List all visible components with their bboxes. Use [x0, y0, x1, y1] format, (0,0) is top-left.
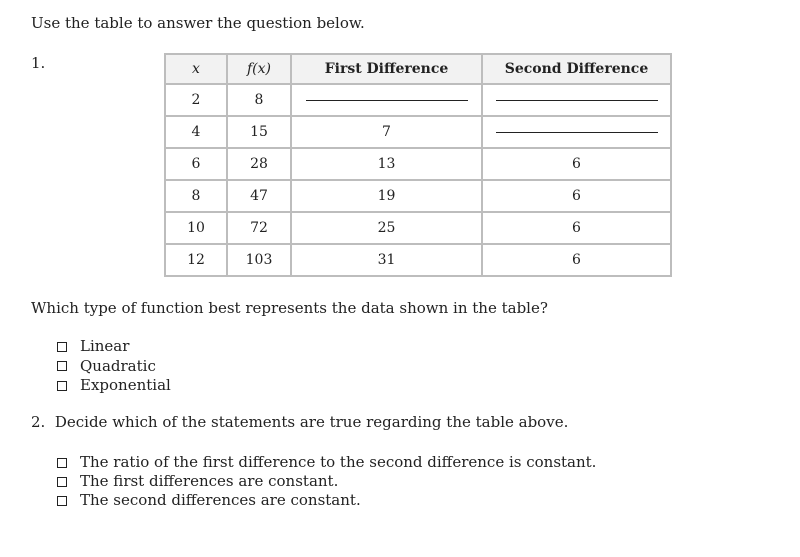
- checkbox-icon[interactable]: [57, 361, 67, 371]
- cell-first-difference: 19: [291, 180, 482, 212]
- cell-fx: 28: [227, 148, 291, 180]
- cell-fx: 47: [227, 180, 291, 212]
- table-row: [165, 116, 671, 148]
- question-1-options: [57, 337, 171, 396]
- option-label: Quadratic: [80, 356, 156, 375]
- checkbox-icon[interactable]: [57, 496, 67, 506]
- cell-x: 4: [165, 116, 227, 148]
- checkbox-icon[interactable]: [57, 477, 67, 487]
- cell-fx: 72: [227, 212, 291, 244]
- cell-second-difference: 6: [482, 244, 671, 276]
- cell-x: 10: [165, 212, 227, 244]
- header-second-difference: Second Difference: [482, 54, 671, 84]
- option-exponential[interactable]: [57, 376, 171, 396]
- cell-x: 8: [165, 180, 227, 212]
- table-row: [165, 84, 671, 116]
- option-second-differences-constant[interactable]: [57, 491, 596, 510]
- cell-second-difference: 6: [482, 180, 671, 212]
- cell-second-difference-blank: [482, 84, 671, 116]
- question-1-prompt: Which type of function best represents the data shown in the table?: [31, 299, 548, 317]
- header-x: x: [165, 54, 227, 84]
- cell-fx: 15: [227, 116, 291, 148]
- option-ratio-constant[interactable]: [57, 453, 596, 472]
- cell-first-difference: 7: [291, 116, 482, 148]
- option-label: The ratio of the first difference to the second difference is constant.: [80, 453, 597, 471]
- cell-fx: 103: [227, 244, 291, 276]
- question-1-number: 1.: [31, 54, 46, 72]
- checkbox-icon[interactable]: [57, 342, 67, 352]
- option-linear[interactable]: [57, 337, 171, 357]
- cell-second-difference: 6: [482, 148, 671, 180]
- question-2-options: [57, 453, 596, 510]
- option-label: Exponential: [80, 376, 171, 394]
- table-row: [165, 244, 671, 276]
- option-first-differences-constant[interactable]: [57, 472, 596, 491]
- cell-second-difference-blank: [482, 116, 671, 148]
- cell-first-difference-blank: [291, 84, 482, 116]
- cell-x: 2: [165, 84, 227, 116]
- cell-first-difference: 31: [291, 244, 482, 276]
- cell-second-difference: 6: [482, 212, 671, 244]
- table-header-row: [165, 54, 671, 84]
- answer-blank-line: [496, 132, 658, 133]
- question-2-prompt: 2. Decide which of the statements are true regarding the table above.: [31, 413, 569, 431]
- header-first-difference: First Difference: [291, 54, 482, 84]
- option-quadratic[interactable]: [57, 357, 171, 377]
- table-row: [165, 212, 671, 244]
- option-label: The first differences are constant.: [80, 472, 339, 490]
- table-row: [165, 148, 671, 180]
- checkbox-icon[interactable]: [57, 458, 67, 468]
- header-fx: f(x): [227, 54, 291, 84]
- cell-x: 12: [165, 244, 227, 276]
- table-row: [165, 180, 671, 212]
- cell-first-difference: 13: [291, 148, 482, 180]
- checkbox-icon[interactable]: [57, 381, 67, 391]
- differences-table: [164, 53, 672, 277]
- answer-blank-line: [306, 100, 468, 101]
- answer-blank-line: [496, 100, 658, 101]
- cell-fx: 8: [227, 84, 291, 116]
- option-label: Linear: [80, 337, 130, 355]
- cell-first-difference: 25: [291, 212, 482, 244]
- cell-x: 6: [165, 148, 227, 180]
- instructions: Use the table to answer the question below.: [31, 14, 365, 32]
- option-label: The second differences are constant.: [80, 491, 361, 509]
